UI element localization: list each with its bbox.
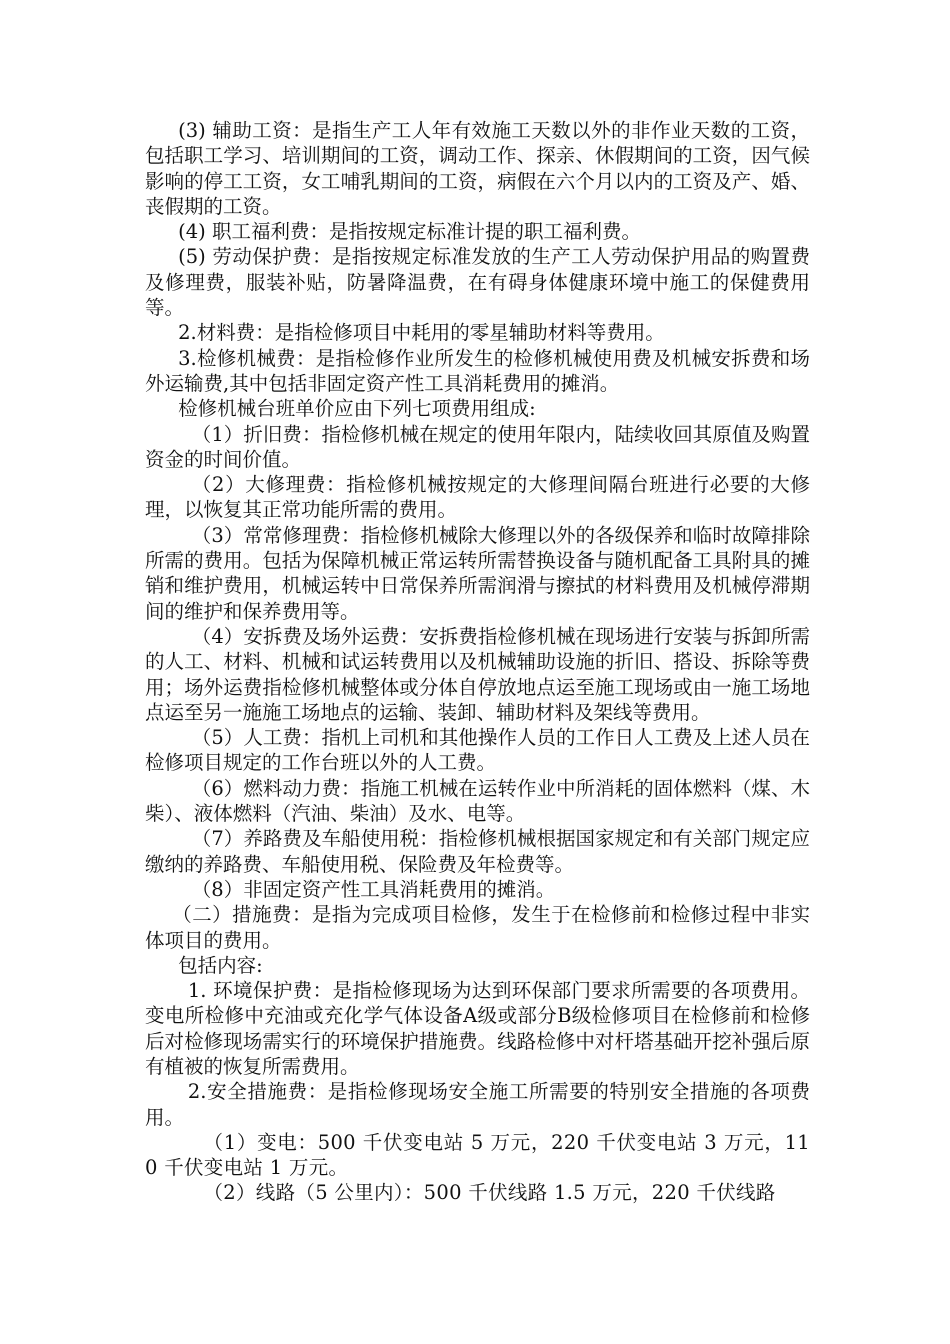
paragraph-operator-labor: （5）人工费：指机上司机和其他操作人员的工作日人工费及上述人员在检修项目规定的工作台班以外的人工费。	[145, 726, 810, 775]
paragraph-contents-heading: 包括内容:	[178, 953, 263, 977]
paragraph-installation-transport: （4）安拆费及场外运费：安拆费指检修机械在现场进行安装与拆卸所需的人工、材料、机械和试运转费用以及机械辅助设施的折旧、搭设、拆除等费用；场外运费指检修机械整体或分体自停放地点运至施工现场或由一施工场地点运至另一施施工场地点的运输、装卸、辅助材料及架线等费用。	[145, 624, 810, 724]
paragraph-overhaul: （2）大修理费：指检修机械按规定的大修理间隔台班进行必要的大修理，以恢复其正常功能所需的费用。	[145, 473, 810, 522]
paragraph-safety-fee: 2.安全措施费：是指检修现场安全施工所需要的特别安全措施的各项费用。	[145, 1080, 810, 1129]
paragraph-measure-fee: （二）措施费：是指为完成项目检修，发生于在检修前和检修过程中非实体项目的费用。	[145, 903, 810, 952]
paragraph-depreciation: （1）折旧费：指检修机械在规定的使用年限内，陆续收回其原值及购置资金的时间价值。	[145, 422, 810, 471]
paragraph-auxiliary-wage: (3) 辅助工资：是指生产工人年有效施工天数以外的非作业天数的工资，包括职工学习、培训期间的工资，调动工作、探亲、休假期间的工资，因气候影响的停工工资，女工哺乳期间的工资，病假在六个月以内的工资及产、婚、丧假期的工资。	[145, 119, 810, 218]
paragraph-line-amounts: （2）线路（5 公里内）：500 千伏线路 1.5 万元，220 千伏线路	[203, 1181, 776, 1205]
paragraph-tool-consumption: （8）非固定资产性工具消耗费用的摊消。	[191, 877, 556, 901]
paragraph-environmental-fee: 1. 环境保护费：是指检修现场为达到环保部门要求所需要的各项费用。变电所检修中充油或充化学气体设备A级或部分B级检修项目在检修前和检修后对检修现场需实行的环境保护措施费。线路检修中对杆塔基础开挖补强后原有植被的恢复所需费用。	[145, 979, 810, 1078]
paragraph-labor-protection: (5) 劳动保护费：是指按规定标准发放的生产工人劳动保护用品的购置费及修理费，服装补贴，防暑降温费，在有碍身体健康环境中施工的保健费用等。	[145, 245, 810, 320]
paragraph-material-fee: 2.材料费：是指检修项目中耗用的零星辅助材料等费用。	[178, 321, 665, 345]
paragraph-substation-amounts: （1）变电：500 千伏变电站 5 万元，220 千伏变电站 3 万元，110 千伏变电站 1 万元。	[145, 1130, 810, 1180]
paragraph-machinery-shift-intro: 检修机械台班单价应由下列七项费用组成:	[178, 397, 536, 421]
document-page	[145, 118, 810, 1206]
paragraph-welfare-fee: (4) 职工福利费：是指按规定标准计提的职工福利费。	[178, 220, 641, 244]
paragraph-routine-repair: （3）常常修理费：指检修机械除大修理以外的各级保养和临时故障排除所需的费用。包括为保障机械正常运转所需替换设备与随机配备工具附具的摊销和维护费用，机械运转中日常保养所需润滑与擦拭的材料费用及机械停滞期间的维护和保养费用等。	[145, 523, 810, 623]
paragraph-road-tax: （7）养路费及车船使用税：指检修机械根据国家规定和有关部门规定应缴纳的养路费、车船使用税、保险费及年检费等。	[145, 827, 810, 876]
paragraph-machinery-fee: 3.检修机械费：是指检修作业所发生的检修机械使用费及机械安拆费和场外运输费,其中包括非固定资产性工具消耗费用的摊消。	[145, 346, 810, 395]
paragraph-fuel-power: （6）燃料动力费：指施工机械在运转作业中所消耗的固体燃料（煤、木柴）、液体燃料（汽油、柴油）及水、电等。	[145, 776, 810, 826]
